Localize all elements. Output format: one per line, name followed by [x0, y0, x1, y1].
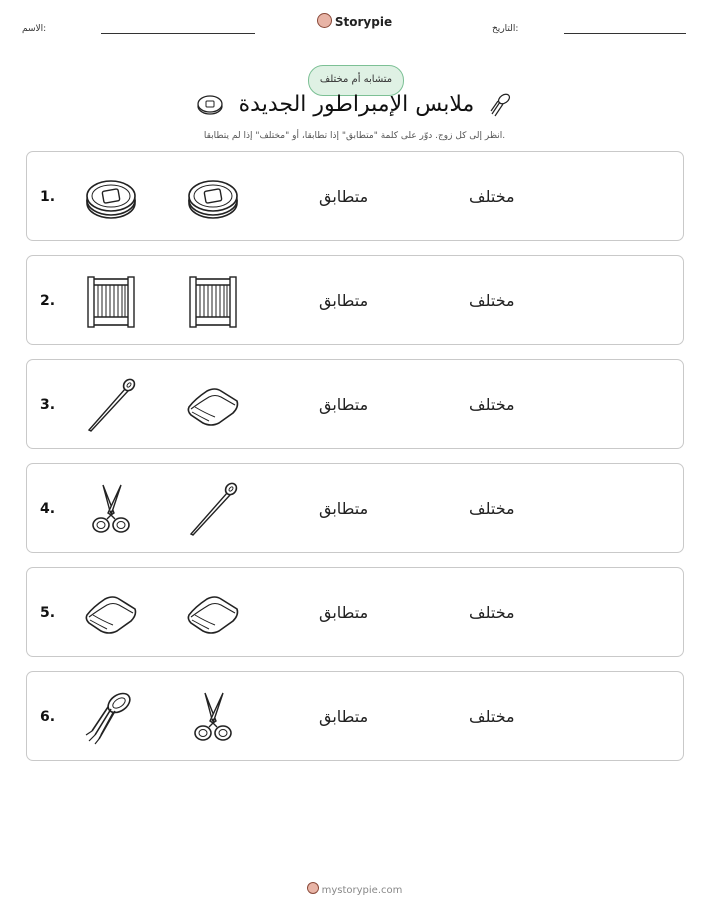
- question-row: [26, 671, 684, 761]
- option-different[interactable]: مختلف: [469, 395, 515, 414]
- needle-icon: [83, 377, 139, 433]
- question-number: 4.: [40, 501, 56, 517]
- activity-badge: متشابه أم مختلف: [308, 65, 404, 96]
- question-number: 3.: [40, 397, 56, 413]
- page-title: [0, 92, 709, 118]
- question-number: 6.: [40, 709, 56, 725]
- folded-cloth-icon: [83, 585, 139, 641]
- question-row: [26, 359, 684, 449]
- coin-icon: [185, 169, 241, 225]
- option-same[interactable]: متطابق: [319, 603, 369, 622]
- option-same[interactable]: متطابق: [319, 499, 369, 518]
- option-different[interactable]: مختلف: [469, 603, 515, 622]
- loom-icon: [185, 273, 241, 329]
- date-field[interactable]: [564, 33, 686, 34]
- storypie-logo-icon: [307, 882, 319, 894]
- title-text: ملابس الإمبراطور الجديدة: [238, 92, 475, 117]
- thread-skein-icon: [488, 92, 512, 118]
- brand-name: Storypie: [334, 15, 393, 29]
- storypie-logo-icon: [317, 13, 332, 28]
- option-different[interactable]: مختلف: [469, 499, 515, 518]
- instructions: انظر إلى كل زوج. دوّر على كلمة "متطابق" إذا تطابقا، أو "مختلف" إذا لم يتطابقا.: [203, 131, 506, 141]
- coin-icon: [197, 94, 223, 116]
- question-number: 2.: [40, 293, 56, 309]
- scissors-icon: [83, 481, 139, 537]
- date-label: التاريخ:: [492, 24, 519, 34]
- name-label: الاسم:: [22, 24, 47, 34]
- loom-icon: [83, 273, 139, 329]
- option-same[interactable]: متطابق: [319, 395, 369, 414]
- footer: [0, 882, 709, 896]
- option-same[interactable]: متطابق: [319, 707, 369, 726]
- footer-url: mystorypie.com: [321, 885, 403, 896]
- option-different[interactable]: مختلف: [469, 291, 515, 310]
- name-field[interactable]: [101, 33, 255, 34]
- needle-icon: [185, 481, 241, 537]
- question-row: [26, 151, 684, 241]
- scissors-icon: [185, 689, 241, 745]
- option-different[interactable]: مختلف: [469, 707, 515, 726]
- option-different[interactable]: مختلف: [469, 187, 515, 206]
- option-same[interactable]: متطابق: [319, 187, 369, 206]
- question-number: 1.: [40, 189, 56, 205]
- folded-cloth-icon: [185, 377, 241, 433]
- coin-icon: [83, 169, 139, 225]
- question-row: [26, 463, 684, 553]
- question-row: [26, 255, 684, 345]
- brand-logo: [0, 13, 709, 29]
- option-same[interactable]: متطابق: [319, 291, 369, 310]
- question-row: [26, 567, 684, 657]
- question-number: 5.: [40, 605, 56, 621]
- thread-skein-icon: [83, 689, 139, 745]
- folded-cloth-icon: [185, 585, 241, 641]
